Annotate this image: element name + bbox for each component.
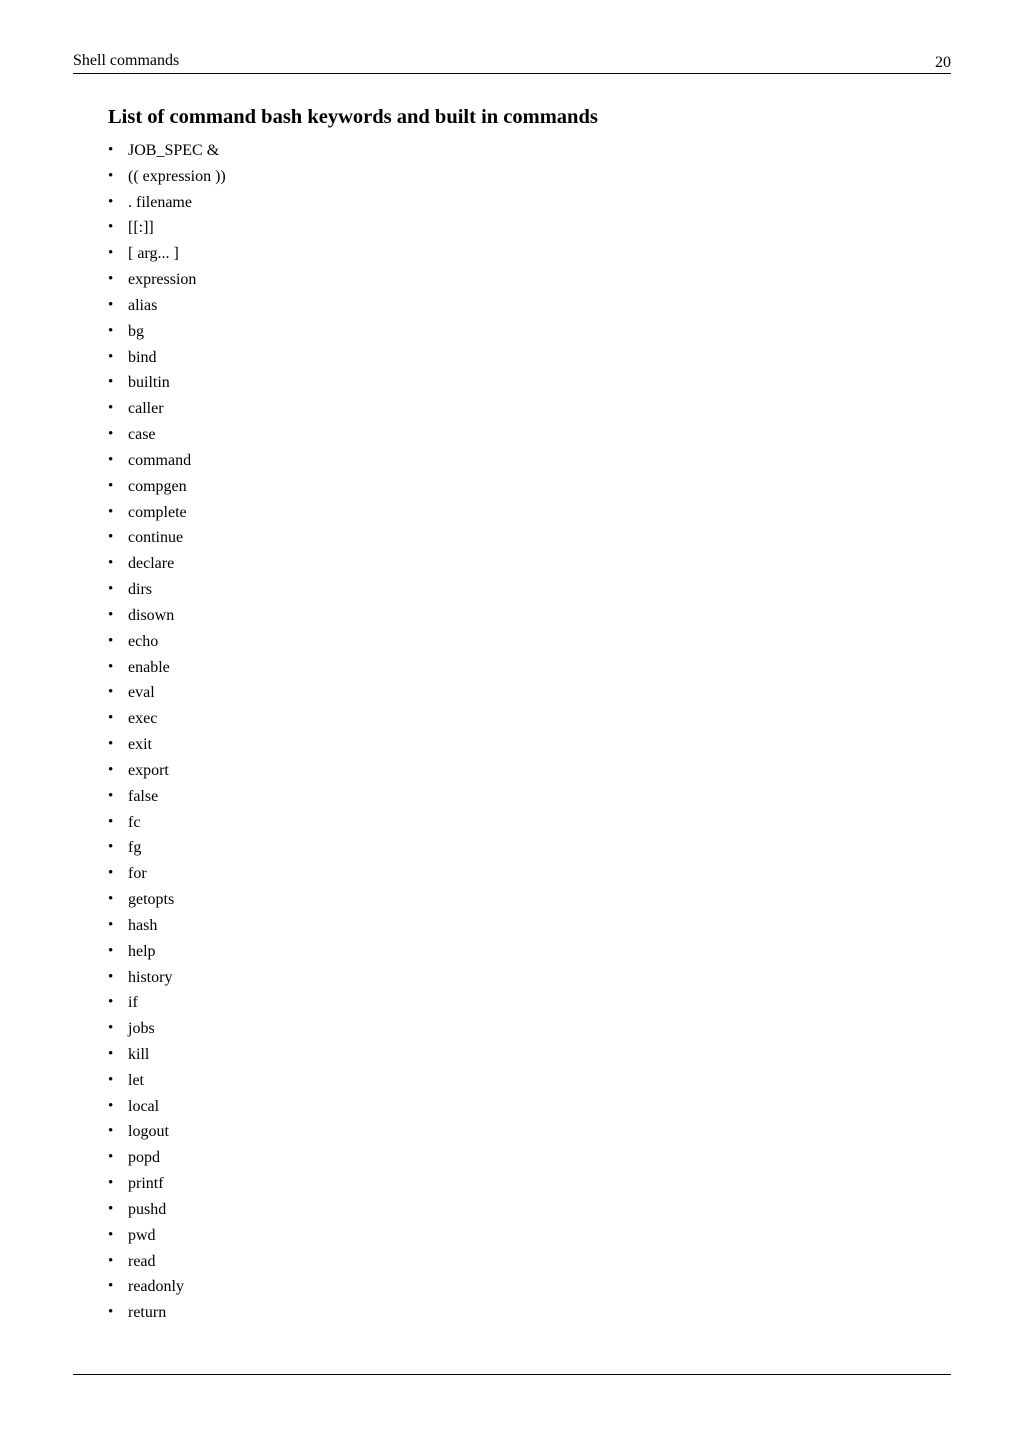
bullet-icon: • bbox=[108, 839, 114, 856]
bullet-icon: • bbox=[108, 296, 114, 313]
command-name: exit bbox=[128, 736, 152, 754]
bullet-icon: • bbox=[108, 348, 114, 365]
bullet-icon: • bbox=[108, 1175, 114, 1192]
bullet-icon: • bbox=[108, 1304, 114, 1321]
command-name: popd bbox=[128, 1149, 160, 1167]
bullet-icon: • bbox=[108, 994, 114, 1011]
command-name: enable bbox=[128, 658, 170, 676]
list-item bbox=[108, 861, 226, 887]
list-item bbox=[108, 551, 226, 577]
list-item bbox=[108, 784, 226, 810]
bullet-icon: • bbox=[108, 503, 114, 520]
bullet-icon: • bbox=[108, 451, 114, 468]
list-item bbox=[108, 913, 226, 939]
bullet-icon: • bbox=[108, 813, 114, 830]
command-name: JOB_SPEC & bbox=[128, 142, 220, 159]
command-name: jobs bbox=[128, 1020, 155, 1038]
list-item bbox=[108, 939, 226, 965]
bullet-icon: • bbox=[108, 167, 114, 184]
command-list bbox=[108, 138, 226, 1326]
command-name: bg bbox=[128, 322, 144, 340]
bullet-icon: • bbox=[108, 736, 114, 753]
bullet-icon: • bbox=[108, 1252, 114, 1269]
list-item bbox=[108, 603, 226, 629]
footer-divider bbox=[73, 1374, 951, 1375]
bullet-icon: • bbox=[108, 193, 114, 210]
bullet-icon: • bbox=[108, 245, 114, 262]
bullet-icon: • bbox=[108, 1226, 114, 1243]
bullet-icon: • bbox=[108, 581, 114, 598]
command-name: local bbox=[128, 1097, 160, 1115]
command-name: fc bbox=[128, 813, 141, 831]
command-name: readonly bbox=[128, 1278, 184, 1296]
bullet-icon: • bbox=[108, 606, 114, 623]
command-name: let bbox=[128, 1071, 144, 1089]
bullet-icon: • bbox=[108, 761, 114, 778]
bullet-icon: • bbox=[108, 891, 114, 908]
list-item bbox=[108, 319, 226, 345]
command-name: pushd bbox=[128, 1200, 167, 1218]
list-item bbox=[108, 164, 226, 190]
list-item bbox=[108, 525, 226, 551]
bullet-icon: • bbox=[108, 219, 114, 236]
page-number: 20 bbox=[935, 54, 951, 71]
command-name: eval bbox=[128, 684, 155, 702]
command-name: declare bbox=[128, 555, 175, 573]
command-name: case bbox=[128, 426, 156, 444]
list-item bbox=[108, 267, 226, 293]
list-item bbox=[108, 629, 226, 655]
command-name: expression bbox=[128, 271, 197, 289]
command-name: complete bbox=[128, 503, 187, 521]
command-name: fg bbox=[128, 839, 142, 857]
command-name: pwd bbox=[128, 1226, 156, 1244]
command-name: logout bbox=[128, 1123, 169, 1141]
command-name: alias bbox=[128, 296, 158, 314]
bullet-icon: • bbox=[108, 710, 114, 727]
bullet-icon: • bbox=[108, 322, 114, 339]
bullet-icon: • bbox=[108, 684, 114, 701]
list-item bbox=[108, 215, 226, 241]
command-name: . filename bbox=[128, 193, 192, 211]
list-item bbox=[108, 396, 226, 422]
list-item bbox=[108, 1197, 226, 1223]
bullet-icon: • bbox=[108, 968, 114, 985]
list-item bbox=[108, 706, 226, 732]
bullet-icon: • bbox=[108, 555, 114, 572]
list-item bbox=[108, 1145, 226, 1171]
list-item bbox=[108, 1274, 226, 1300]
command-name: continue bbox=[128, 529, 184, 547]
bullet-icon: • bbox=[108, 1278, 114, 1295]
command-name: for bbox=[128, 865, 147, 883]
command-name: disown bbox=[128, 606, 175, 624]
bullet-icon: • bbox=[108, 1071, 114, 1088]
list-item bbox=[108, 577, 226, 603]
list-item bbox=[108, 1094, 226, 1120]
bullet-icon: • bbox=[108, 1020, 114, 1037]
list-item bbox=[108, 190, 226, 216]
bullet-icon: • bbox=[108, 916, 114, 933]
list-item bbox=[108, 1223, 226, 1249]
section-title: List of command bash keywords and built in commands bbox=[108, 106, 598, 128]
list-item bbox=[108, 835, 226, 861]
bullet-icon: • bbox=[108, 426, 114, 443]
command-name: help bbox=[128, 942, 156, 960]
bullet-icon: • bbox=[108, 1097, 114, 1114]
bullet-icon: • bbox=[108, 400, 114, 417]
list-item bbox=[108, 758, 226, 784]
list-item bbox=[108, 1171, 226, 1197]
list-item bbox=[108, 680, 226, 706]
list-item bbox=[108, 241, 226, 267]
list-item bbox=[108, 448, 226, 474]
list-item bbox=[108, 500, 226, 526]
command-name: bind bbox=[128, 348, 157, 366]
list-item bbox=[108, 474, 226, 500]
list-item bbox=[108, 1016, 226, 1042]
bullet-icon: • bbox=[108, 1123, 114, 1140]
list-item bbox=[108, 1042, 226, 1068]
command-name: exec bbox=[128, 710, 158, 728]
command-name: command bbox=[128, 451, 192, 469]
command-name: getopts bbox=[128, 891, 175, 909]
list-item bbox=[108, 655, 226, 681]
command-name: [ arg... ] bbox=[128, 245, 179, 263]
bullet-icon: • bbox=[108, 1149, 114, 1166]
command-name: builtin bbox=[128, 374, 170, 392]
list-item bbox=[108, 1249, 226, 1275]
command-name: false bbox=[128, 787, 159, 805]
list-item bbox=[108, 1300, 226, 1326]
list-item bbox=[108, 138, 226, 164]
command-name: caller bbox=[128, 400, 164, 418]
bullet-icon: • bbox=[108, 658, 114, 675]
bullet-icon: • bbox=[108, 942, 114, 959]
bullet-icon: • bbox=[108, 1200, 114, 1217]
command-name: read bbox=[128, 1252, 156, 1270]
command-name: printf bbox=[128, 1175, 164, 1193]
command-name: history bbox=[128, 968, 173, 986]
bullet-icon: • bbox=[108, 271, 114, 288]
command-name: kill bbox=[128, 1045, 150, 1063]
list-item bbox=[108, 293, 226, 319]
bullet-icon: • bbox=[108, 529, 114, 546]
list-item bbox=[108, 990, 226, 1016]
command-name: return bbox=[128, 1304, 167, 1322]
command-name: export bbox=[128, 761, 169, 779]
bullet-icon: • bbox=[108, 632, 114, 649]
command-name: compgen bbox=[128, 477, 187, 495]
list-item bbox=[108, 370, 226, 396]
page-header bbox=[73, 51, 951, 74]
command-name: dirs bbox=[128, 581, 152, 599]
bullet-icon: • bbox=[108, 374, 114, 391]
list-item bbox=[108, 732, 226, 758]
list-item bbox=[108, 810, 226, 836]
command-name: if bbox=[128, 994, 138, 1012]
command-name: (( expression )) bbox=[128, 167, 226, 185]
list-item bbox=[108, 422, 226, 448]
list-item bbox=[108, 1068, 226, 1094]
command-name: [[:]] bbox=[128, 219, 154, 237]
bullet-icon: • bbox=[108, 477, 114, 494]
list-item bbox=[108, 965, 226, 991]
list-item bbox=[108, 887, 226, 913]
running-header-title: Shell commands bbox=[73, 52, 180, 69]
list-item bbox=[108, 345, 226, 371]
bullet-icon: • bbox=[108, 865, 114, 882]
list-item bbox=[108, 1119, 226, 1145]
bullet-icon: • bbox=[108, 787, 114, 804]
bullet-icon: • bbox=[108, 1045, 114, 1062]
bullet-icon: • bbox=[108, 142, 114, 158]
command-name: echo bbox=[128, 632, 159, 650]
command-name: hash bbox=[128, 916, 158, 934]
